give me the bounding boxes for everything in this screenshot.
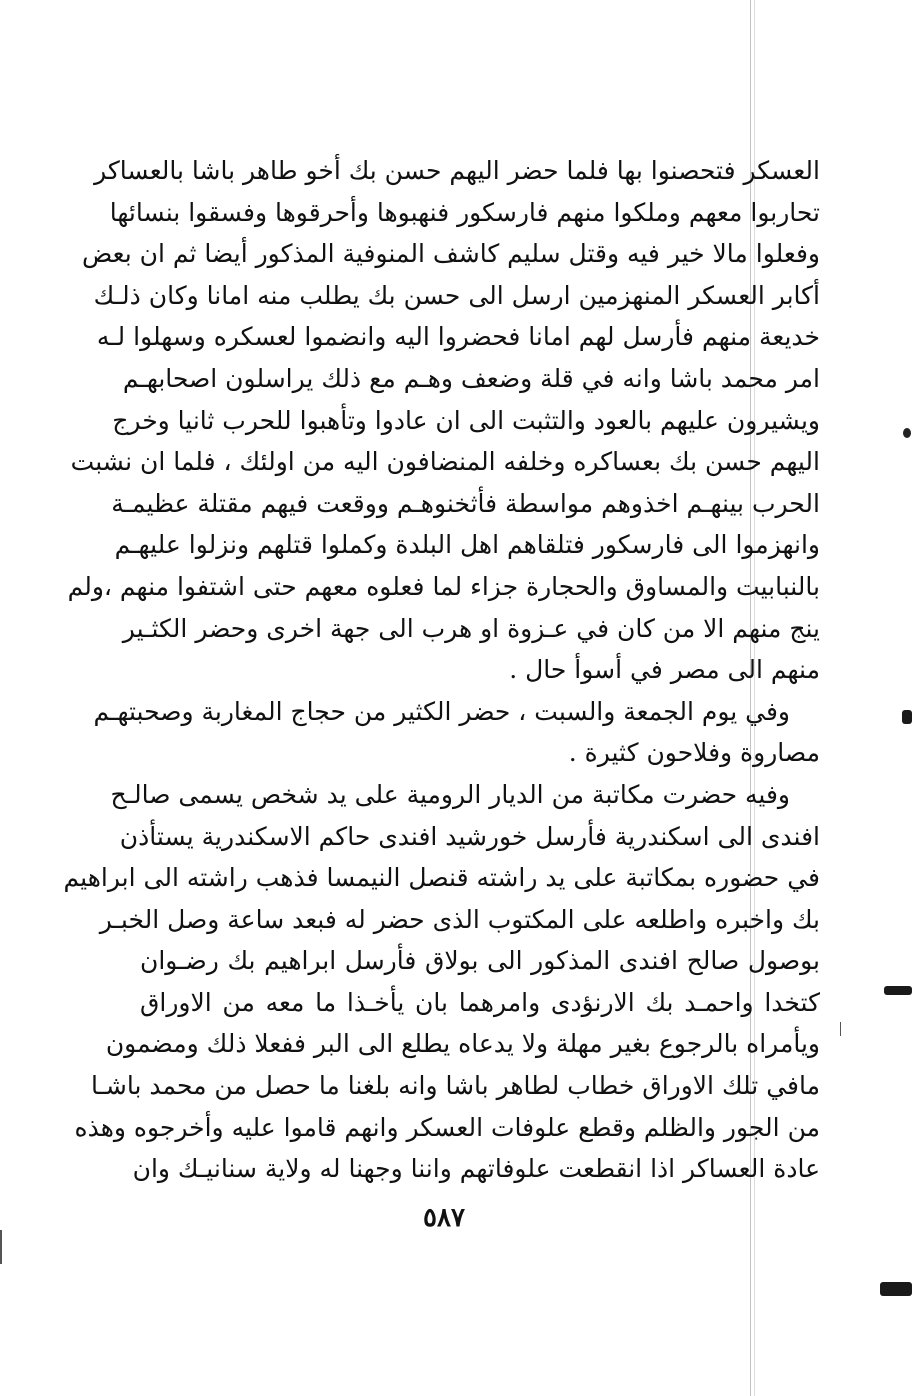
text-line: تحاربوا معهم وملكوا منهم فارسكور فنهبوها وأحرقوها وفسقوا بنسائها [109, 197, 820, 227]
text-line: بك واخبره واطلعه على المكتوب الذى حضر له فبعد ساعة وصل الخبـر [99, 904, 820, 934]
text-line: منهم الى مصر في أسوأ حال . [509, 655, 820, 685]
paragraph-2 [93, 691, 820, 774]
paragraph-1 [67, 150, 820, 691]
text-line: بالنبابيت والمساوق والحجارة جزاء لما فعلوه معهم حتى اشتفوا منهم ،ولم [67, 571, 820, 601]
text-line: في حضوره بمكاتبة على يد راشته قنصل النيمسا فذهب راشته الى ابراهيم [63, 863, 820, 893]
text-line: من الجور والظلم وقطع علوفات العسكر وانهم قاموا عليه وأخرجوه وهذه [74, 1112, 820, 1142]
page-number: ٥٨٧ [423, 1203, 465, 1233]
text-line: مصاروة وفلاحون كثيرة . [568, 738, 820, 768]
text-line: اليهم حسن بك بعساكره وخلفه المنضافون اليه من اولئك ، فلما ان نشبت [70, 447, 820, 477]
text-line: خديعة منهم فأرسل لهم امانا فحضروا اليه وانضموا لعسكره وسهلوا لـه [96, 322, 820, 352]
text-line: افندى الى اسكندرية فأرسل خورشيد افندى حاكم الاسكندرية يستأذن [119, 821, 820, 851]
text-line: وانهزموا الى فارسكور فتلقاهم اهل البلدة وكملوا قتلهم ونزلوا عليهـم [114, 530, 820, 560]
text-line: وفي يوم الجمعة والسبت ، حضر الكثير من حجاج المغاربة وصحبتهـم [93, 696, 790, 726]
text-line: كتخدا واحمـد بك الارنؤدى وامرهما بان يأخـذا ما معه من الاوراق [140, 987, 820, 1017]
text-line: الحرب بينهـم اخذوهم مواسطة فأثخنوهـم ووقعت فيهم مقتلة عظيمـة [111, 488, 820, 518]
binding-mark [902, 710, 912, 724]
binding-mark [884, 986, 912, 995]
text-line: بوصول صالح افندى المذكور الى بولاق فأرسل ابراهيم بك رضـوان [140, 946, 820, 976]
text-line: أكابر العسكر المنهزمين ارسل الى حسن بك يطلب منه امانا وكان ذلـك [93, 280, 820, 310]
text-line: عادة العساكر اذا انقطعت علوفاتهم واننا وجهنا له ولاية سنانيـك وان [132, 1154, 820, 1184]
text-line: ويأمراه بالرجوع بغير مهلة ولا يدعاه يطلع الى البر ففعلا ذلك ومضمون [105, 1029, 820, 1059]
text-line: ينج منهم الا من كان في عـزوة او هرب الى جهة اخرى وحضر الكثـير [122, 613, 820, 643]
binding-mark [880, 1282, 912, 1296]
text-line: وفيه حضرت مكاتبة من الديار الرومية على يد شخص يسمى صالـح [110, 779, 790, 809]
text-line: مافي تلك الاوراق خطاب لطاهر باشا وانه بلغنا ما حصل من محمد باشـا [90, 1071, 820, 1101]
scan-edge-mark [0, 1230, 2, 1264]
text-line: امر محمد باشا وانه في قلة وضعف وهـم مع ذلك يراسلون اصحابهـم [122, 363, 820, 393]
scan-edge-mark [840, 1022, 841, 1036]
scan-speck [903, 428, 911, 438]
text-line: العسكر فتحصنوا بها فلما حضر اليهم حسن بك أخو طاهر باشا بالعساكر [94, 156, 820, 185]
text-line: وفعلوا مالا خير فيه وقتل سليم كاشف المنوفية المذكور أيضا ثم ان بعض [82, 239, 820, 269]
body-text [63, 150, 820, 1190]
paragraph-3 [63, 774, 820, 1190]
text-line: ويشيرون عليهم بالعود والتثبت الى ان عادوا وتأهبوا للحرب ثانيا وخرج [112, 405, 820, 435]
